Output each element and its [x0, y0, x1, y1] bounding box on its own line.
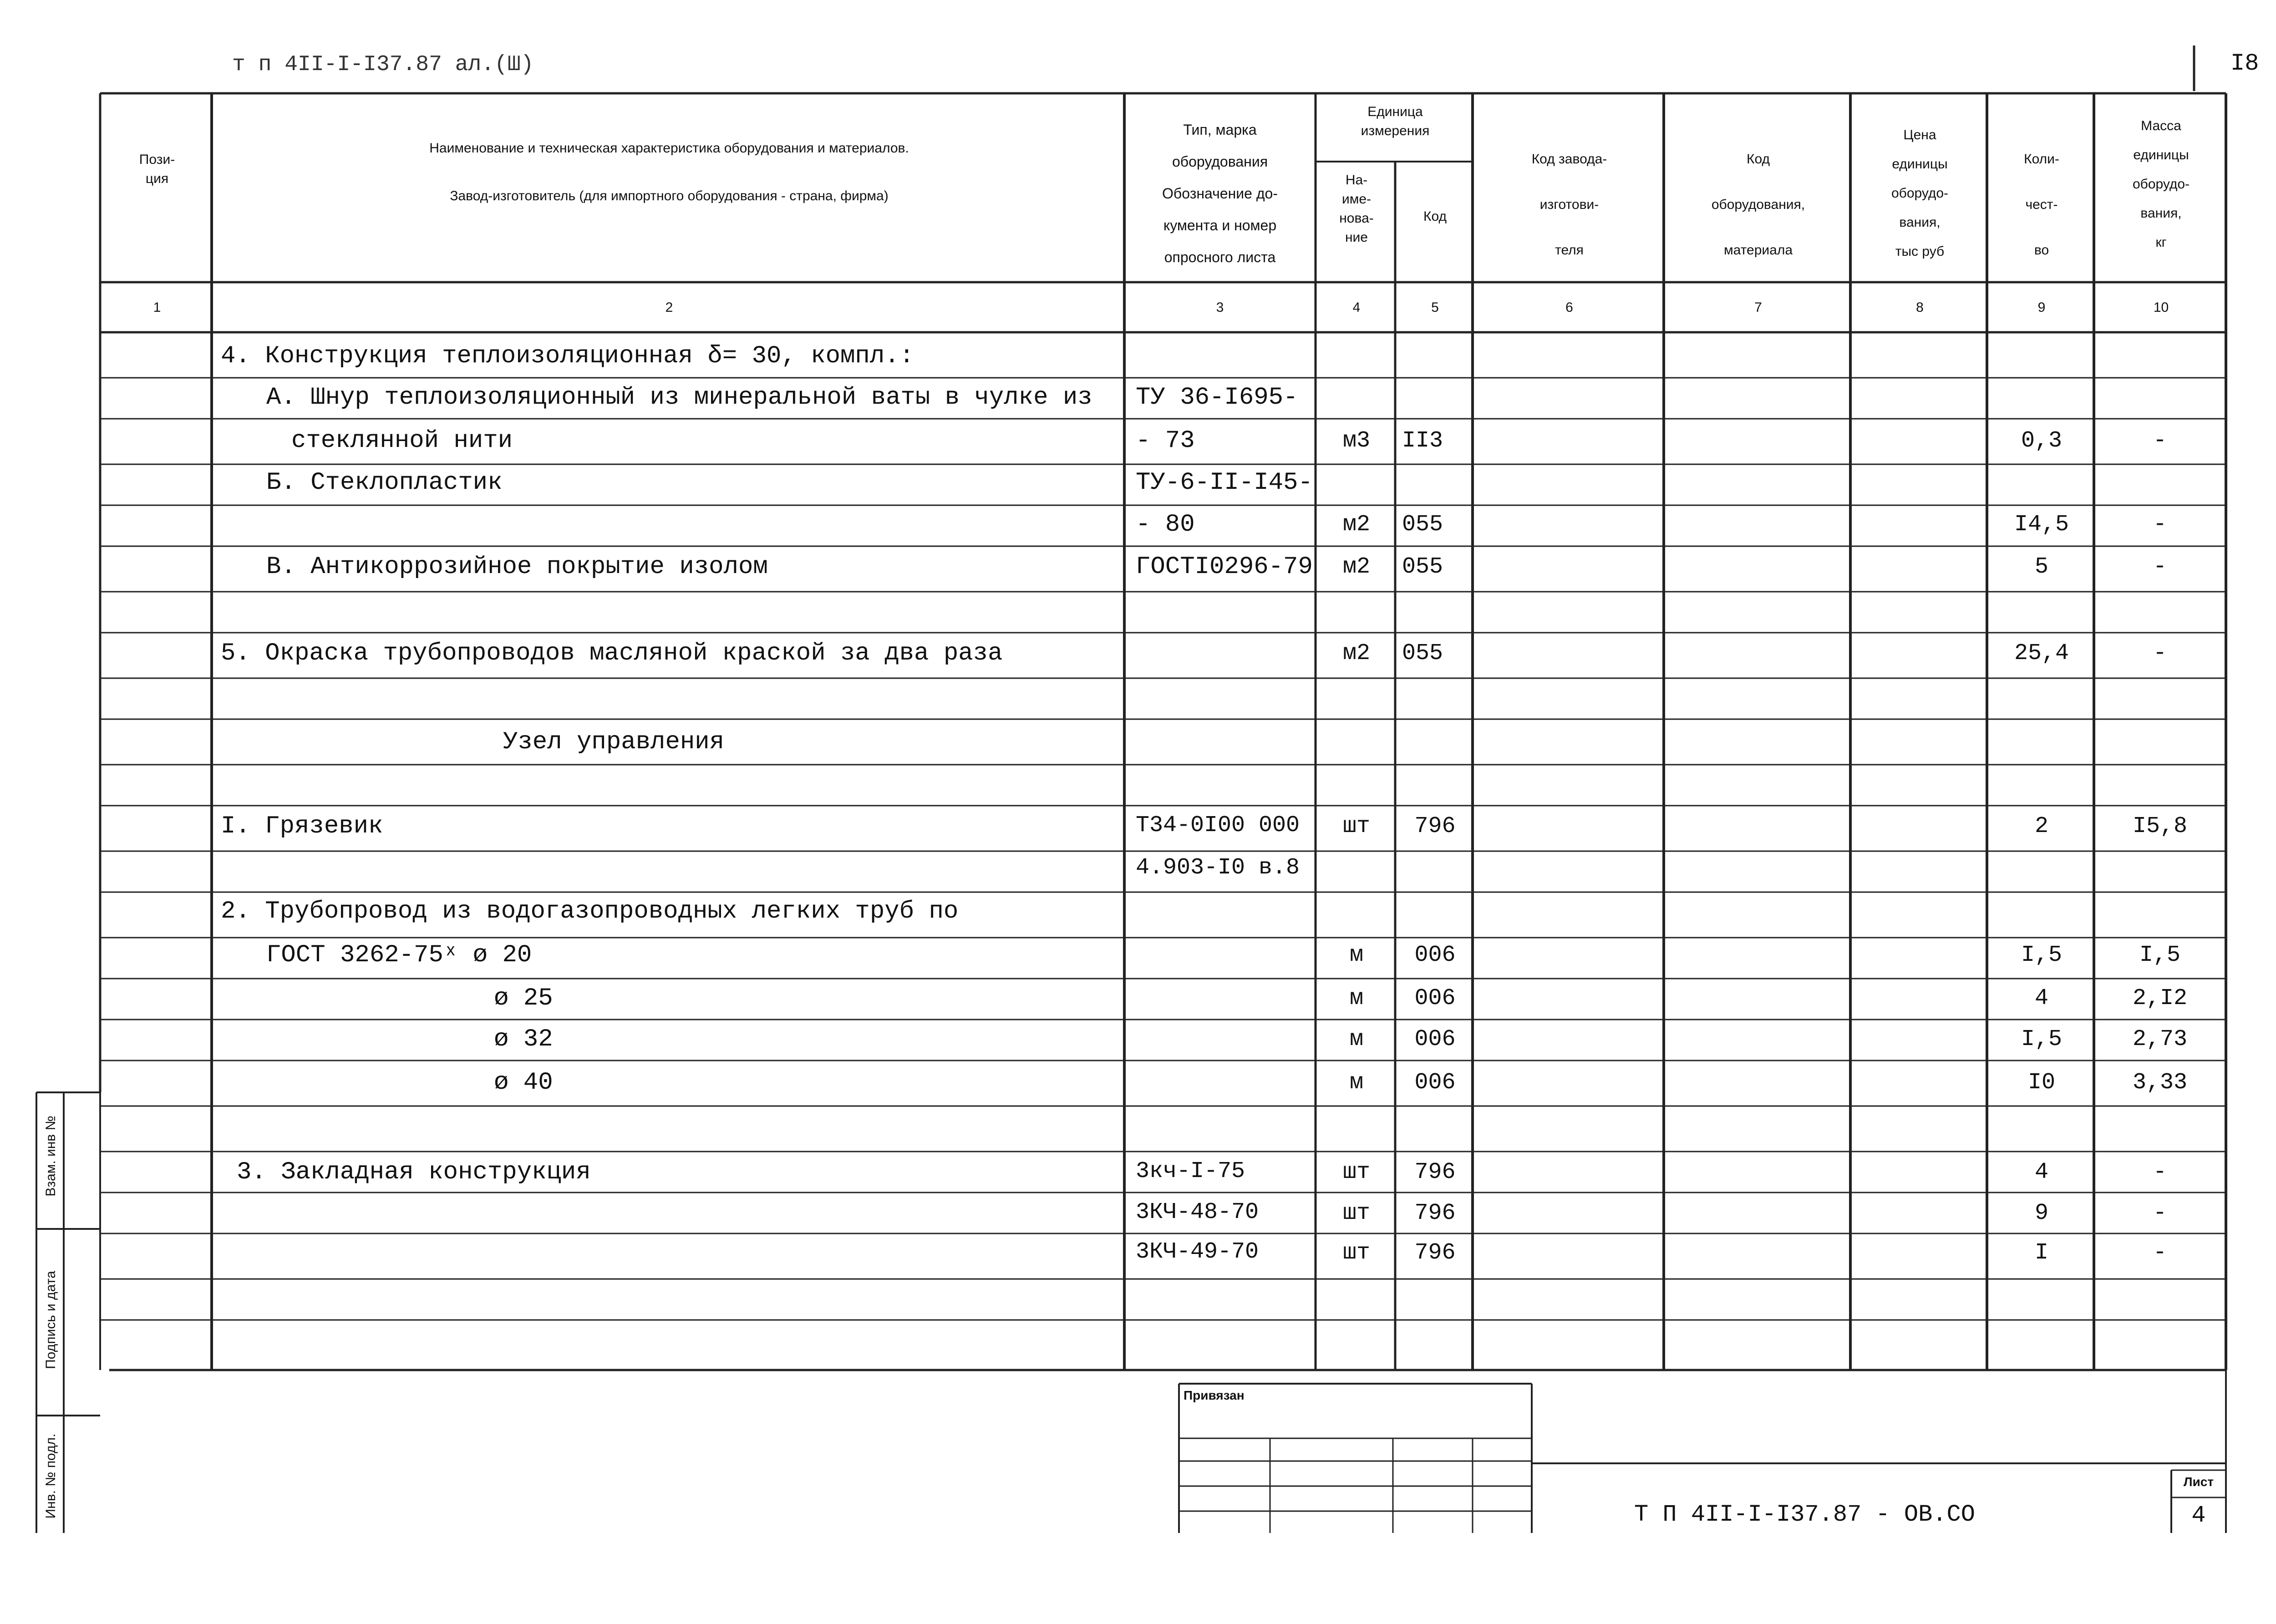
row-qty: 4	[2034, 1159, 2048, 1185]
row-unit: м2	[1342, 512, 1370, 538]
row-qty: 4	[2034, 985, 2048, 1011]
row-mass: 2,73	[2132, 1026, 2188, 1052]
row-name: 4. Конструкция теплоизоляционная δ= 30, компл.:	[221, 342, 914, 370]
row-type: - 73	[1136, 427, 1195, 455]
row-unit: шт	[1342, 1159, 1370, 1185]
row-unit: шт	[1342, 813, 1370, 839]
header-mass: Масса единицы оборудо- вания, кг	[2132, 118, 2190, 250]
row-type: ГОСТI0296-79	[1136, 553, 1313, 581]
row-code: 796	[1414, 1200, 1456, 1226]
row-mass: -	[2153, 1200, 2167, 1226]
row-mass: -	[2153, 428, 2167, 454]
header-type: Тип, марка оборудования Обозначение до- кумента и номер опросного листа	[1162, 122, 1278, 265]
col-number: 3	[1216, 300, 1224, 315]
stamp-privyazan: Привязан	[1184, 1388, 1245, 1402]
row-mass: -	[2153, 554, 2167, 580]
row-unit: шт	[1342, 1200, 1370, 1226]
row-code: 006	[1414, 1026, 1456, 1052]
row-code: II3	[1402, 428, 1443, 454]
header-equipment-code: Код оборудования, материала	[1711, 152, 1805, 258]
row-qty: 25,4	[2014, 640, 2069, 666]
header-quantity: Коли- чест- во	[2024, 152, 2059, 258]
col-number: 1	[153, 300, 161, 315]
row-qty: 0,3	[2021, 428, 2062, 454]
row-mass: -	[2153, 1240, 2167, 1266]
row-mass: 3,33	[2132, 1070, 2188, 1096]
stamp-sheet-number: 4	[2191, 1502, 2206, 1529]
sheet-number-top: I8	[2230, 50, 2259, 77]
col-number: 5	[1431, 300, 1439, 315]
header-name-line1: Наименование и техническая характеристика оборудования и материалов.	[429, 141, 909, 156]
header-name-line2: Завод-изготовитель (для импортного оборудования - страна, фирма)	[450, 188, 889, 203]
row-qty: 5	[2034, 554, 2048, 580]
row-code: 796	[1414, 813, 1456, 839]
col-number: 7	[1754, 300, 1762, 315]
row-name: ГОСТ 3262-75ˣ ø 20	[266, 941, 532, 969]
row-unit: м	[1349, 1026, 1363, 1052]
document-reference: т п 4II-I-I37.87 ал.(Ш)	[232, 52, 534, 77]
row-type: 3КЧ-48-70	[1136, 1199, 1259, 1225]
header-position: Пози- ция	[139, 152, 175, 186]
row-qty: 9	[2034, 1200, 2048, 1226]
row-name: стеклянной нити	[291, 427, 513, 455]
row-name: I. Грязевик	[221, 812, 383, 840]
row-mass: -	[2153, 640, 2167, 666]
margin-label-signature-date: Подпись и дата	[43, 1271, 58, 1369]
row-name: А. Шнур теплоизоляционный из минеральной ваты в чулке из	[266, 384, 1092, 411]
row-qty: I4,5	[2014, 512, 2069, 538]
row-unit: м	[1349, 942, 1363, 968]
row-code: 006	[1414, 942, 1456, 968]
row-mass: I5,8	[2132, 813, 2188, 839]
row-mass: I,5	[2139, 942, 2180, 968]
row-type: 3кч-I-75	[1136, 1158, 1245, 1184]
stamp-document-code: Т П 4II-I-I37.87 - ОВ.СО	[1634, 1501, 1975, 1528]
row-unit: м	[1349, 985, 1363, 1011]
col-number: 8	[1916, 300, 1924, 315]
row-code: 055	[1402, 512, 1443, 538]
section-heading: Узел управления	[503, 728, 725, 756]
col-number: 6	[1565, 300, 1573, 315]
row-name: ø 40	[494, 1069, 553, 1096]
row-code: 055	[1402, 640, 1443, 666]
row-name: ø 32	[494, 1025, 553, 1053]
row-unit: м2	[1342, 554, 1370, 580]
stamp-sheet-label: Лист	[2183, 1475, 2214, 1489]
header-unit-group: Единица измерения	[1361, 104, 1430, 138]
row-type: 4.903-I0 в.8	[1136, 855, 1300, 881]
row-name: В. Антикоррозийное покрытие изолом	[266, 553, 768, 581]
row-code: 006	[1414, 1070, 1456, 1096]
row-type: 3КЧ-49-70	[1136, 1239, 1259, 1265]
row-qty: I,5	[2021, 1026, 2062, 1052]
row-code: 796	[1414, 1159, 1456, 1185]
header-unit-code: Код	[1423, 209, 1447, 224]
row-name: 5. Окраска трубопроводов масляной краской за два раза	[221, 639, 1003, 667]
row-type: Т34-0I00 000	[1136, 812, 1300, 838]
row-qty: 2	[2034, 813, 2048, 839]
row-name: 3. Закладная конструкция	[237, 1158, 591, 1186]
row-code: 055	[1402, 554, 1443, 580]
row-qty: I	[2034, 1240, 2048, 1266]
header-factory-code: Код завода- изготови- теля	[1531, 152, 1607, 258]
col-number: 10	[2153, 300, 2169, 315]
col-number: 2	[665, 300, 673, 315]
col-number: 9	[2037, 300, 2046, 315]
row-code: 796	[1414, 1240, 1456, 1266]
row-mass: -	[2153, 1159, 2167, 1185]
row-unit: м2	[1342, 640, 1370, 666]
row-name: Б. Стеклопластик	[266, 469, 503, 497]
row-mass: -	[2153, 512, 2167, 538]
row-type: - 80	[1136, 511, 1195, 538]
row-mass: 2,I2	[2132, 985, 2188, 1011]
margin-label-replace-inv: Взам. инв №	[43, 1116, 58, 1197]
row-name: ø 25	[494, 985, 553, 1012]
row-qty: I,5	[2021, 942, 2062, 968]
row-type: ТУ-6-II-I45-	[1136, 469, 1313, 497]
col-number: 4	[1352, 300, 1361, 315]
header-unit-name: На- име- нова- ние	[1339, 173, 1374, 245]
row-type: ТУ 36-I695-	[1136, 384, 1298, 411]
row-code: 006	[1414, 985, 1456, 1011]
row-unit: шт	[1342, 1240, 1370, 1266]
margin-label-inv-number: Инв. № подл.	[43, 1433, 58, 1519]
header-price: Цена единицы оборудо- вания, тыс руб	[1891, 127, 1949, 259]
row-qty: I0	[2027, 1070, 2055, 1096]
row-unit: м3	[1342, 428, 1370, 454]
row-name: 2. Трубопровод из водогазопроводных легких труб по	[221, 898, 959, 925]
row-unit: м	[1349, 1070, 1363, 1096]
